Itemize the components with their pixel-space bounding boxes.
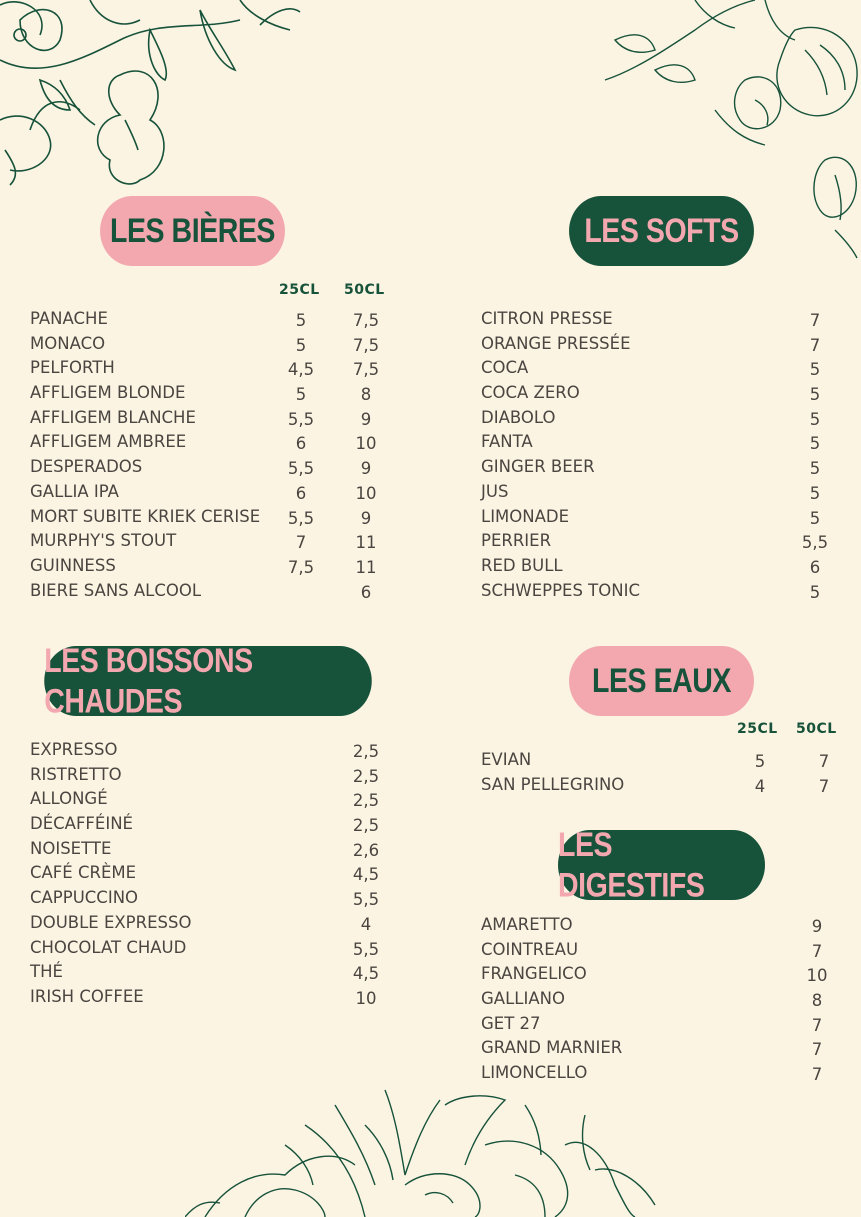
item-name: CITRON PRESSE bbox=[481, 309, 613, 328]
item-name: DÉCAFFÉINÉ bbox=[30, 814, 133, 834]
price: 8 bbox=[811, 991, 823, 1011]
eaux-column-50cl: 50CL bbox=[796, 721, 837, 737]
price-50cl: 7,5 bbox=[352, 311, 380, 330]
menu-item bbox=[481, 356, 841, 381]
menu-item bbox=[30, 332, 390, 357]
price: 5 bbox=[809, 459, 821, 479]
price-50cl: 9 bbox=[360, 508, 372, 528]
item-name: CHOCOLAT CHAUD bbox=[30, 937, 187, 957]
price-50cl: 7 bbox=[818, 752, 830, 771]
menu-item bbox=[481, 1061, 841, 1086]
chaudes-title-text: LES BOISSONS CHAUDES bbox=[44, 640, 253, 721]
menu-item bbox=[481, 332, 841, 357]
price: 2,5 bbox=[352, 816, 380, 836]
price: 4,5 bbox=[352, 865, 380, 885]
price: 5,5 bbox=[352, 939, 380, 959]
price-25cl: 4,5 bbox=[287, 360, 315, 380]
price-25cl: 5,5 bbox=[287, 409, 315, 429]
price-25cl: 4 bbox=[754, 776, 766, 796]
menu-item bbox=[30, 406, 390, 431]
price-50cl: 11 bbox=[355, 557, 377, 577]
bieres-title-text: LES BIÈRES bbox=[110, 210, 275, 251]
price-25cl: 6 bbox=[295, 434, 307, 454]
item-name: NOISETTE bbox=[30, 838, 112, 858]
item-name: FANTA bbox=[481, 432, 533, 452]
item-name: ORANGE PRESSÉE bbox=[481, 333, 631, 353]
softs-list bbox=[481, 307, 841, 603]
item-name: ALLONGÉ bbox=[30, 789, 108, 809]
price-25cl: 5 bbox=[295, 335, 307, 355]
price: 5 bbox=[809, 360, 821, 380]
price-25cl: 5 bbox=[754, 752, 766, 771]
price-50cl: 11 bbox=[355, 533, 377, 553]
item-name: DIABOLO bbox=[481, 407, 556, 427]
menu-item bbox=[481, 307, 841, 332]
item-name: GALLIA IPA bbox=[30, 481, 119, 501]
menu-item bbox=[30, 455, 390, 480]
price-25cl: 5 bbox=[295, 311, 307, 330]
boissons-chaudes-list bbox=[30, 738, 390, 1010]
price-50cl: 10 bbox=[355, 434, 377, 454]
bieres-column-25cl: 25CL bbox=[279, 282, 320, 298]
menu-item bbox=[30, 738, 390, 763]
section-title-bieres bbox=[100, 196, 285, 266]
menu-item bbox=[30, 861, 390, 886]
price-50cl: 7,5 bbox=[352, 360, 380, 380]
price: 7 bbox=[809, 335, 821, 355]
digestifs-title-text: LES DIGESTIFS bbox=[558, 824, 705, 905]
price: 5 bbox=[809, 582, 821, 602]
item-name: RISTRETTO bbox=[30, 764, 122, 784]
price-25cl: 5,5 bbox=[287, 508, 315, 528]
item-name: PERRIER bbox=[481, 531, 552, 551]
item-name: RED BULL bbox=[481, 555, 563, 575]
menu-item bbox=[481, 505, 841, 530]
item-name: CAFÉ CRÈME bbox=[30, 863, 137, 883]
menu-item bbox=[30, 985, 390, 1010]
item-name: PELFORTH bbox=[30, 358, 115, 378]
price-50cl: 9 bbox=[360, 459, 372, 479]
item-name: COINTREAU bbox=[481, 939, 579, 959]
softs-title-text: LES SOFTS bbox=[584, 210, 739, 251]
item-name: EXPRESSO bbox=[30, 740, 118, 759]
price: 4,5 bbox=[352, 964, 380, 984]
menu-item bbox=[30, 505, 390, 530]
price: 2,5 bbox=[352, 742, 380, 761]
eaux-title-text: LES EAUX bbox=[592, 660, 731, 701]
menu-item bbox=[30, 529, 390, 554]
section-title-eaux bbox=[569, 646, 754, 716]
price: 7 bbox=[811, 1015, 823, 1035]
price-50cl: 10 bbox=[355, 483, 377, 503]
menu-item bbox=[481, 455, 841, 480]
menu-item bbox=[30, 763, 390, 788]
item-name: AFFLIGEM BLANCHE bbox=[30, 407, 196, 427]
menu-item bbox=[481, 381, 841, 406]
item-name: COCA ZERO bbox=[481, 383, 580, 403]
price: 2,6 bbox=[352, 840, 380, 860]
item-name: THÉ bbox=[30, 962, 63, 982]
menu-item bbox=[481, 962, 841, 987]
menu-item bbox=[481, 406, 841, 431]
menu-item bbox=[481, 1012, 841, 1037]
bieres-column-50cl: 50CL bbox=[344, 282, 385, 298]
item-name: GET 27 bbox=[481, 1013, 541, 1033]
section-title-softs bbox=[569, 196, 754, 266]
menu-item bbox=[481, 748, 841, 773]
item-name: JUS bbox=[481, 481, 509, 501]
price: 9 bbox=[811, 917, 823, 936]
price: 7 bbox=[811, 1065, 823, 1085]
price-50cl: 7,5 bbox=[352, 335, 380, 355]
price: 7 bbox=[811, 1040, 823, 1060]
item-name: CAPPUCCINO bbox=[30, 888, 139, 908]
item-name: GUINNESS bbox=[30, 555, 116, 575]
menu-item bbox=[30, 960, 390, 985]
bieres-list bbox=[30, 307, 390, 603]
menu-item bbox=[30, 381, 390, 406]
item-name: AFFLIGEM AMBREE bbox=[30, 432, 187, 452]
menu-item bbox=[481, 938, 841, 963]
menu-item bbox=[30, 936, 390, 961]
item-name: SAN PELLEGRINO bbox=[481, 774, 625, 794]
price: 5 bbox=[809, 385, 821, 405]
eaux-column-25cl: 25CL bbox=[737, 721, 778, 737]
price: 6 bbox=[809, 557, 821, 577]
price: 2,5 bbox=[352, 791, 380, 811]
price-50cl: 9 bbox=[360, 409, 372, 429]
menu-item bbox=[30, 911, 390, 936]
section-title-boissons-chaudes bbox=[44, 640, 372, 721]
price: 7 bbox=[809, 311, 821, 330]
item-name: AFFLIGEM BLONDE bbox=[30, 383, 186, 403]
item-name: IRISH COFFEE bbox=[30, 986, 144, 1006]
item-name: GRAND MARNIER bbox=[481, 1038, 623, 1058]
price-25cl: 5,5 bbox=[287, 459, 315, 479]
price: 10 bbox=[806, 966, 828, 986]
price-25cl: 6 bbox=[295, 483, 307, 503]
price: 5 bbox=[809, 409, 821, 429]
floral-illustration-bottom bbox=[185, 1085, 685, 1217]
item-name: FRANGELICO bbox=[481, 964, 587, 984]
item-name: DOUBLE EXPRESSO bbox=[30, 912, 192, 932]
price: 5 bbox=[809, 434, 821, 454]
item-name: LIMONADE bbox=[481, 506, 570, 526]
item-name: GALLIANO bbox=[481, 989, 565, 1009]
price-50cl: 6 bbox=[360, 582, 372, 602]
price: 10 bbox=[355, 988, 377, 1008]
menu-item bbox=[481, 987, 841, 1012]
menu-item bbox=[30, 307, 390, 332]
item-name: MORT SUBITE KRIEK CERISE bbox=[30, 506, 261, 526]
menu-item bbox=[30, 787, 390, 812]
menu-item bbox=[30, 812, 390, 837]
menu-item bbox=[481, 554, 841, 579]
digestifs-list bbox=[481, 913, 841, 1086]
menu-item bbox=[30, 579, 390, 604]
menu-item bbox=[481, 913, 841, 938]
menu-item bbox=[481, 480, 841, 505]
item-name: BIERE SANS ALCOOL bbox=[30, 580, 202, 600]
menu-item bbox=[481, 1036, 841, 1061]
menu-item bbox=[30, 886, 390, 911]
item-name: MONACO bbox=[30, 333, 106, 353]
floral-illustration-top-left bbox=[0, 0, 310, 200]
menu-item bbox=[30, 480, 390, 505]
item-name: GINGER BEER bbox=[481, 457, 595, 477]
menu-item bbox=[481, 773, 841, 798]
price: 2,5 bbox=[352, 766, 380, 786]
menu-item bbox=[481, 430, 841, 455]
item-name: LIMONCELLO bbox=[481, 1063, 588, 1083]
item-name: COCA bbox=[481, 358, 529, 378]
price: 5,5 bbox=[352, 890, 380, 910]
section-title-digestifs bbox=[558, 824, 765, 905]
price-25cl: 5 bbox=[295, 385, 307, 405]
price-50cl: 8 bbox=[360, 385, 372, 405]
menu-item bbox=[30, 554, 390, 579]
price: 7 bbox=[811, 941, 823, 961]
menu-item bbox=[30, 837, 390, 862]
item-name: MURPHY'S STOUT bbox=[30, 531, 177, 551]
item-name: EVIAN bbox=[481, 750, 532, 769]
item-name: SCHWEPPES TONIC bbox=[481, 580, 640, 600]
price: 4 bbox=[360, 914, 372, 934]
item-name: DESPERADOS bbox=[30, 457, 143, 477]
eaux-list bbox=[481, 748, 841, 797]
price-50cl: 7 bbox=[818, 776, 830, 796]
price-25cl: 7,5 bbox=[287, 557, 315, 577]
item-name: AMARETTO bbox=[481, 915, 573, 934]
menu-item bbox=[30, 356, 390, 381]
menu-item bbox=[30, 430, 390, 455]
item-name: PANACHE bbox=[30, 309, 108, 328]
menu-item bbox=[481, 529, 841, 554]
price: 5,5 bbox=[801, 533, 829, 553]
price: 5 bbox=[809, 483, 821, 503]
price-25cl: 7 bbox=[295, 533, 307, 553]
menu-item bbox=[481, 579, 841, 604]
price: 5 bbox=[809, 508, 821, 528]
